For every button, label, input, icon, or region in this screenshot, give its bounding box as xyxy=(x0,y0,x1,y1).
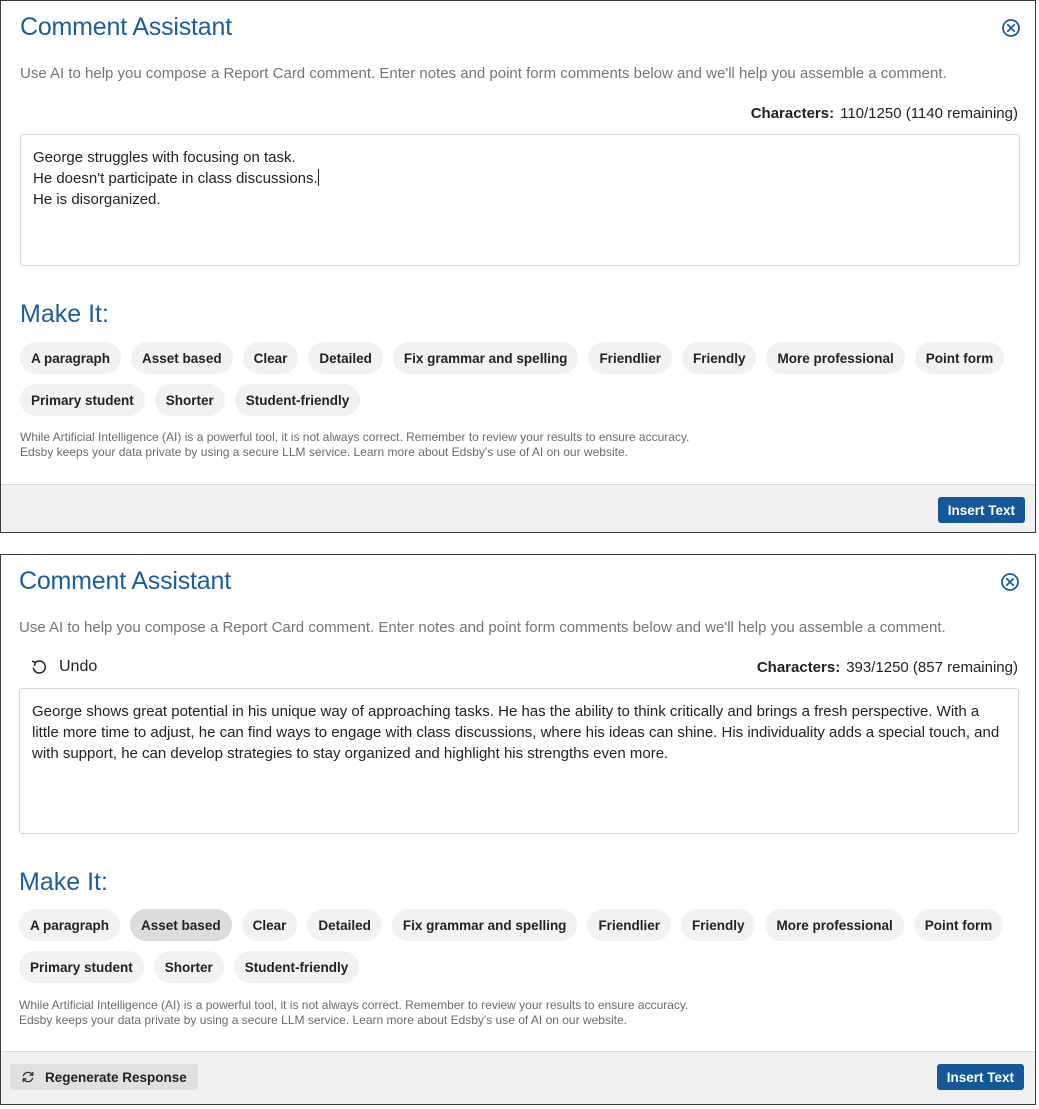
undo-button[interactable] xyxy=(31,658,97,676)
make-it-heading: Make It: xyxy=(20,300,109,328)
undo-icon xyxy=(31,659,47,675)
chip-friendlier[interactable]: Friendlier xyxy=(588,342,672,374)
chip-clear[interactable]: Clear xyxy=(243,342,299,374)
comment-assistant-dialog-initial xyxy=(0,0,1036,533)
chip-detailed[interactable]: Detailed xyxy=(308,342,383,374)
disclaimer-line: Edsby keeps your data private by using a secure LLM service. Learn more about Edsby's use of AI on our website. xyxy=(19,1013,627,1027)
regenerate-response-button[interactable] xyxy=(10,1064,198,1090)
character-counter xyxy=(757,659,1018,676)
close-icon[interactable] xyxy=(1001,18,1021,38)
chip-more-professional[interactable]: More professional xyxy=(765,909,903,941)
dialog-title: Comment Assistant xyxy=(20,13,232,41)
dialog-footer xyxy=(1,1051,1035,1104)
make-it-options xyxy=(20,342,1020,426)
chip-point-form[interactable]: Point form xyxy=(914,909,1004,941)
make-it-heading: Make It: xyxy=(19,868,108,896)
disclaimer-line: While Artificial Intelligence (AI) is a powerful tool, it is not always correct. Remember to review your results to ensure accuracy. xyxy=(20,430,690,444)
ai-disclaimer xyxy=(20,430,689,460)
regenerate-label: Regenerate Response xyxy=(45,1069,187,1085)
disclaimer-line: While Artificial Intelligence (AI) is a powerful tool, it is not always correct. Remember to review your results to ensure accuracy. xyxy=(19,998,689,1012)
chip-friendly[interactable]: Friendly xyxy=(681,909,756,941)
characters-value: 110/1250 (1140 remaining) xyxy=(840,105,1018,122)
chip-fix-grammar[interactable]: Fix grammar and spelling xyxy=(392,909,578,941)
chip-fix-grammar[interactable]: Fix grammar and spelling xyxy=(393,342,579,374)
chip-asset-based[interactable]: Asset based xyxy=(131,342,233,374)
chip-primary-student[interactable]: Primary student xyxy=(20,384,145,416)
characters-value: 393/1250 (857 remaining) xyxy=(846,659,1018,676)
comment-editor[interactable] xyxy=(20,134,1020,266)
chip-friendly[interactable]: Friendly xyxy=(682,342,757,374)
dialog-footer xyxy=(1,484,1035,532)
editor-line: George struggles with focusing on task. xyxy=(33,149,296,166)
characters-label: Characters: xyxy=(756,659,841,676)
chip-more-professional[interactable]: More professional xyxy=(766,342,904,374)
insert-text-button[interactable]: Insert Text xyxy=(937,1064,1024,1090)
chip-asset-based[interactable]: Asset based xyxy=(130,909,232,941)
undo-label: Undo xyxy=(59,658,98,675)
editor-line: He is disorganized. xyxy=(33,191,161,208)
chip-shorter[interactable]: Shorter xyxy=(155,384,225,416)
disclaimer-line: Edsby keeps your data private by using a secure LLM service. Learn more about Edsby's use of AI on our website. xyxy=(20,445,628,459)
comment-editor[interactable] xyxy=(19,688,1019,834)
make-it-options xyxy=(19,909,1019,993)
chip-student-friendly[interactable]: Student-friendly xyxy=(235,384,361,416)
insert-text-button[interactable]: Insert Text xyxy=(938,497,1025,523)
dialog-title: Comment Assistant xyxy=(19,567,231,595)
editor-line: He doesn't participate in class discussions. xyxy=(33,170,318,187)
character-counter xyxy=(751,105,1018,122)
chip-friendlier[interactable]: Friendlier xyxy=(587,909,671,941)
close-icon[interactable] xyxy=(1000,572,1020,592)
ai-disclaimer xyxy=(19,998,688,1028)
chip-detailed[interactable]: Detailed xyxy=(307,909,382,941)
chip-clear[interactable]: Clear xyxy=(242,909,298,941)
dialog-description: Use AI to help you compose a Report Card comment. Enter notes and point form comments below and we'll help you assemble a comment. xyxy=(20,65,947,82)
text-caret xyxy=(318,169,319,186)
characters-label: Characters: xyxy=(750,105,835,122)
chip-a-paragraph[interactable]: A paragraph xyxy=(20,342,121,374)
comment-assistant-dialog-generated xyxy=(0,554,1036,1105)
chip-shorter[interactable]: Shorter xyxy=(154,951,224,983)
chip-primary-student[interactable]: Primary student xyxy=(19,951,144,983)
dialog-description: Use AI to help you compose a Report Card comment. Enter notes and point form comments below and we'll help you assemble a comment. xyxy=(19,619,946,636)
editor-text: George shows great potential in his unique way of approaching tasks. He has the ability to think critically and brings a fresh perspective. With a little more time to adjust, he can find ways to engage with class discussions, where his ideas can shine. His individuality adds a special touch, and with support, he can develop strategies to stay organized and highlight his strengths even more. xyxy=(32,703,1004,762)
chip-student-friendly[interactable]: Student-friendly xyxy=(234,951,360,983)
chip-point-form[interactable]: Point form xyxy=(915,342,1005,374)
refresh-icon xyxy=(21,1070,35,1084)
chip-a-paragraph[interactable]: A paragraph xyxy=(19,909,120,941)
